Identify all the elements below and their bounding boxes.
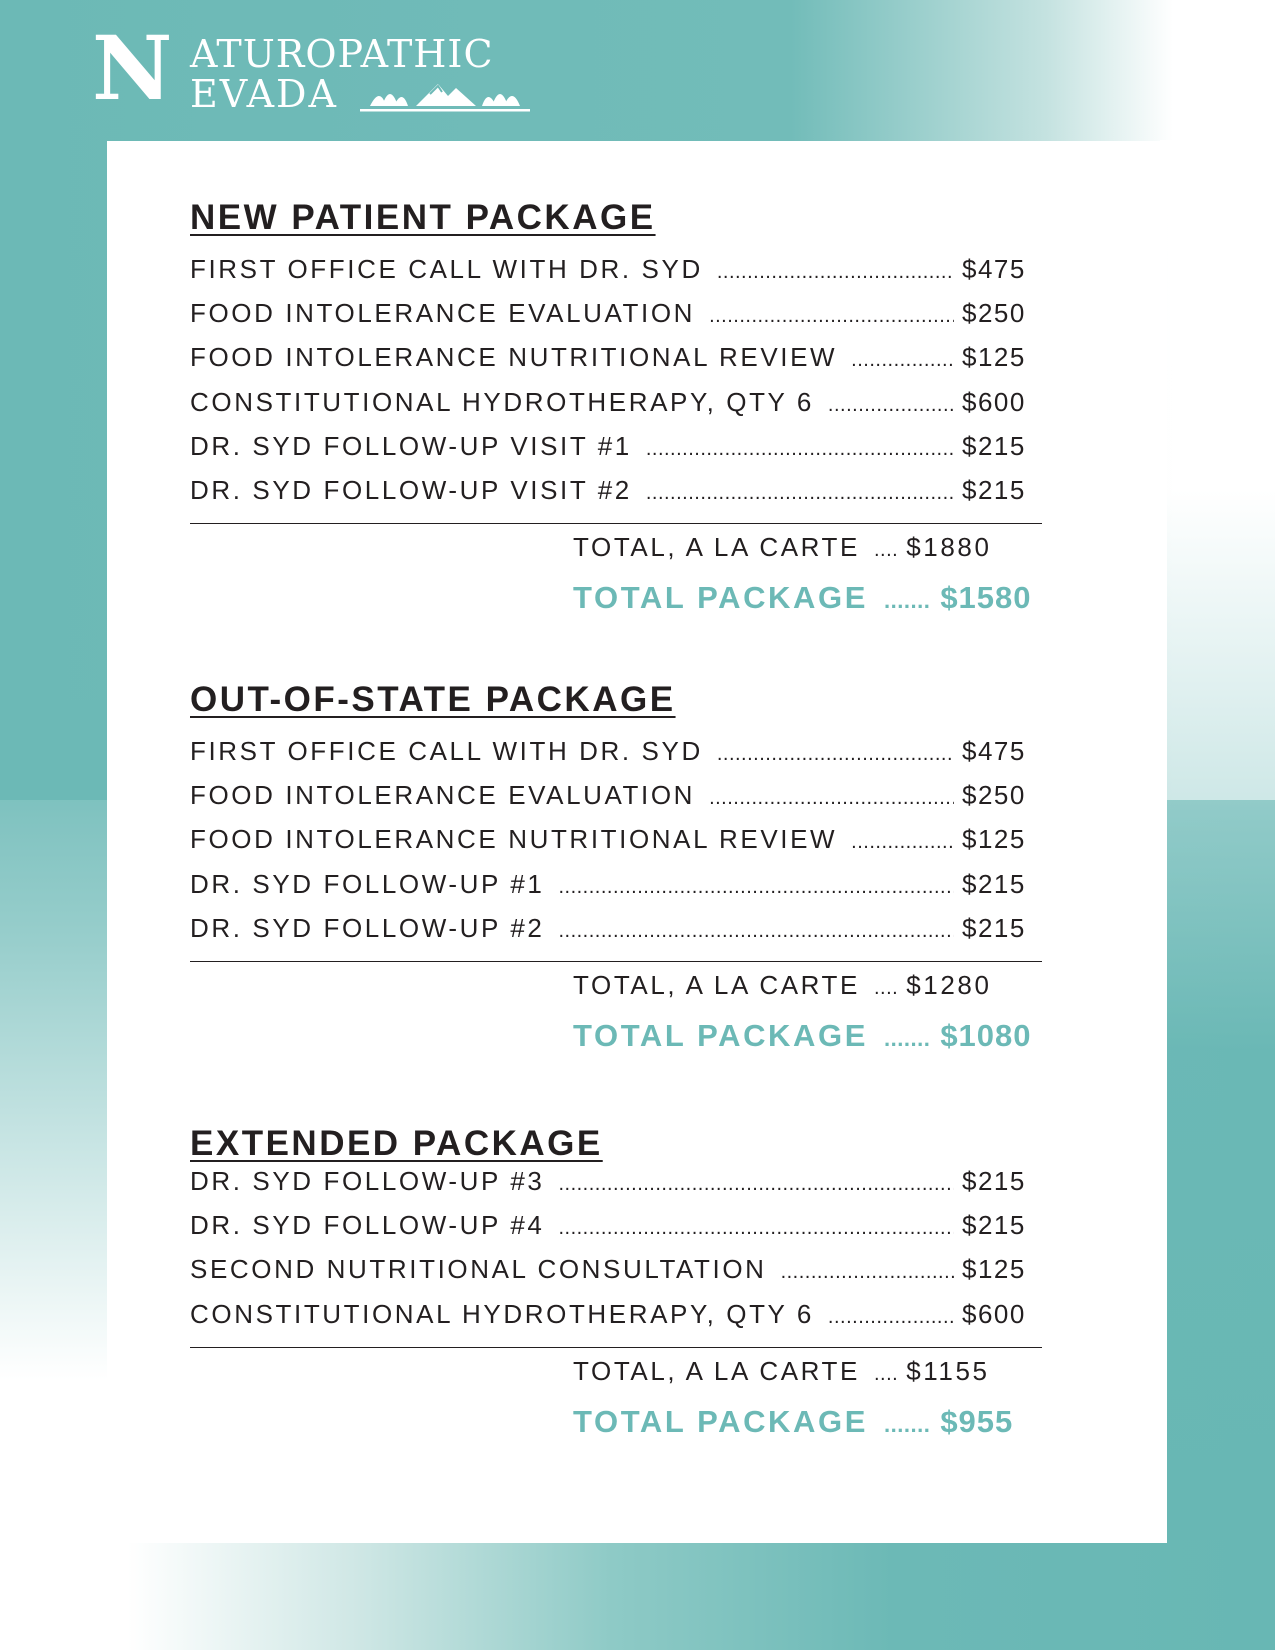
item-label: DR. SYD FOLLOW-UP VISIT #2 xyxy=(190,474,632,505)
total-a-la-carte-row xyxy=(573,970,1050,1018)
background-left-fade xyxy=(0,700,120,1500)
leader-dots: .... xyxy=(873,976,899,999)
item-label: DR. SYD FOLLOW-UP VISIT #1 xyxy=(190,430,632,461)
section-new-patient-package xyxy=(190,196,1050,630)
price-row xyxy=(190,475,1050,519)
leader-dots xyxy=(828,394,954,417)
price-row xyxy=(190,869,1050,913)
brand-initial: N xyxy=(92,16,173,120)
leader-dots: ....... xyxy=(884,588,931,614)
item-price: $600 xyxy=(962,386,1026,417)
leader-dots xyxy=(558,876,954,899)
item-price: $475 xyxy=(962,254,1026,284)
item-label: FIRST OFFICE CALL WITH DR. SYD xyxy=(190,736,703,766)
total-a-la-carte-row xyxy=(573,532,1050,580)
leader-dots xyxy=(851,349,954,372)
price-row xyxy=(190,824,1050,868)
item-label: FOOD INTOLERANCE NUTRITIONAL REVIEW xyxy=(190,342,838,373)
leader-dots xyxy=(781,1261,954,1284)
leader-dots: ....... xyxy=(884,1411,931,1437)
item-price: $600 xyxy=(962,1298,1026,1329)
leader-dots xyxy=(851,831,954,854)
item-price: $215 xyxy=(962,1210,1026,1241)
item-price: $125 xyxy=(962,824,1026,855)
item-label: FOOD INTOLERANCE NUTRITIONAL REVIEW xyxy=(190,824,838,855)
package-label: TOTAL PACKAGE xyxy=(573,1403,869,1439)
divider-rule xyxy=(190,1347,1042,1348)
leader-dots xyxy=(709,305,954,328)
total-price: $1880 xyxy=(906,532,992,563)
total-price: $1280 xyxy=(906,969,992,1000)
total-package-row xyxy=(573,580,1063,630)
divider-rule xyxy=(190,523,1042,524)
section-out-of-state-package xyxy=(190,678,1050,1068)
item-label: CONSTITUTIONAL HYDROTHERAPY, QTY 6 xyxy=(190,386,814,417)
item-price: $250 xyxy=(962,298,1026,329)
package-label: TOTAL PACKAGE xyxy=(573,1017,869,1053)
brand-logo xyxy=(92,16,542,120)
leader-dots xyxy=(558,1217,954,1240)
leader-dots: ....... xyxy=(884,1025,931,1051)
item-price: $125 xyxy=(962,1254,1026,1285)
item-price: $215 xyxy=(962,868,1026,899)
price-row xyxy=(190,1299,1050,1343)
item-label: DR. SYD FOLLOW-UP #4 xyxy=(190,1210,545,1241)
section-heading: OUT-OF-STATE PACKAGE xyxy=(190,680,676,719)
section-heading: NEW PATIENT PACKAGE xyxy=(190,198,656,237)
price-row xyxy=(190,1254,1050,1298)
brand-line1: ATUROPATHIC xyxy=(190,32,494,76)
leader-dots xyxy=(717,743,954,766)
background-right-fade xyxy=(1160,140,1275,1540)
package-price: $1080 xyxy=(940,1017,1032,1053)
divider-rule xyxy=(190,961,1042,962)
brand-line2: EVADA xyxy=(190,72,338,116)
item-price: $215 xyxy=(962,912,1026,943)
total-label: TOTAL, A LA CARTE xyxy=(573,532,860,563)
item-label: DR. SYD FOLLOW-UP #3 xyxy=(190,1166,545,1196)
total-package-row xyxy=(573,1404,1063,1454)
price-row xyxy=(190,1210,1050,1254)
item-price: $250 xyxy=(962,780,1026,811)
leader-dots xyxy=(558,920,954,943)
item-label: CONSTITUTIONAL HYDROTHERAPY, QTY 6 xyxy=(190,1298,814,1329)
leader-dots xyxy=(646,482,954,505)
package-label: TOTAL PACKAGE xyxy=(573,580,869,616)
total-label: TOTAL, A LA CARTE xyxy=(573,1355,860,1386)
leader-dots xyxy=(828,1306,954,1329)
price-row xyxy=(190,913,1050,957)
item-price: $215 xyxy=(962,430,1026,461)
item-label: FOOD INTOLERANCE EVALUATION xyxy=(190,780,696,811)
total-label: TOTAL, A LA CARTE xyxy=(573,969,860,1000)
package-price: $955 xyxy=(940,1403,1014,1439)
section-extended-package xyxy=(190,1122,1050,1454)
total-price: $1155 xyxy=(906,1355,990,1386)
price-row xyxy=(190,1166,1050,1210)
price-row xyxy=(190,342,1050,386)
total-a-la-carte-row xyxy=(573,1356,1050,1404)
item-price: $215 xyxy=(962,474,1026,505)
leader-dots xyxy=(646,438,954,461)
price-row xyxy=(190,431,1050,475)
total-package-row xyxy=(573,1018,1063,1068)
item-price: $215 xyxy=(962,1166,1026,1196)
leader-dots: .... xyxy=(873,1362,899,1385)
price-row xyxy=(190,780,1050,824)
lotus-mountain-icon xyxy=(360,76,530,116)
leader-dots: .... xyxy=(873,539,899,562)
price-row xyxy=(190,387,1050,431)
package-price: $1580 xyxy=(940,580,1032,616)
price-row xyxy=(190,254,1050,298)
item-price: $125 xyxy=(962,342,1026,373)
item-label: DR. SYD FOLLOW-UP #1 xyxy=(190,868,545,899)
item-label: SECOND NUTRITIONAL CONSULTATION xyxy=(190,1254,767,1285)
item-label: FIRST OFFICE CALL WITH DR. SYD xyxy=(190,254,703,284)
leader-dots xyxy=(709,787,954,810)
item-label: FOOD INTOLERANCE EVALUATION xyxy=(190,298,696,329)
leader-dots xyxy=(717,261,954,284)
section-heading: EXTENDED PACKAGE xyxy=(190,1124,603,1163)
item-label: DR. SYD FOLLOW-UP #2 xyxy=(190,912,545,943)
leader-dots xyxy=(558,1173,954,1196)
item-price: $475 xyxy=(962,736,1026,766)
price-row xyxy=(190,736,1050,780)
price-row xyxy=(190,298,1050,342)
